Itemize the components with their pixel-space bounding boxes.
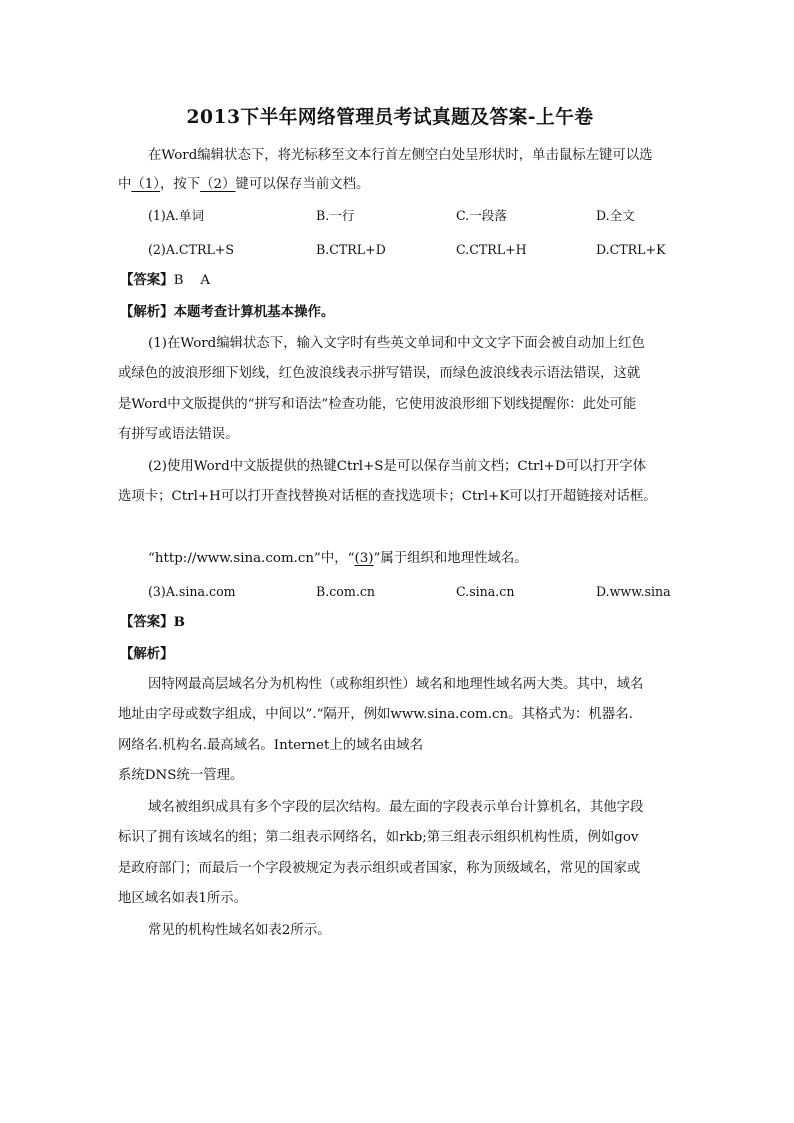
q3-option-b: B.com.cn	[316, 584, 376, 599]
q1-stem-prefix: 中	[118, 177, 132, 192]
q3-option-c: C.sina.cn	[456, 584, 515, 599]
q1-blank-1: （1）	[131, 177, 160, 192]
q3-para2-line-2: 标识了拥有该域名的组；第二组表示网络名，如rkb;第三组表示组织机构性质，例如gov	[118, 830, 639, 845]
q3-stem-prefix: “http://www.sina.com.cn”中，“	[148, 551, 355, 566]
q1-option-2a: (2)A.CTRL+S	[148, 242, 234, 257]
q1-stem-line-1: 在Word编辑状态下，将光标移至文本行首左侧空白处呈形状时，单击鼠标左键可以选	[148, 148, 653, 163]
q1-analysis-value: 本题考查计算机基本操作。	[173, 304, 335, 320]
q1-answer	[120, 270, 210, 291]
q1-option-2c: C.CTRL+H	[456, 242, 527, 257]
q1-blank-2: （2）	[200, 177, 236, 192]
q3-para2-line-1: 域名被组织成具有多个字段的层次结构。最左面的字段表示单台计算机名，其他字段	[148, 800, 644, 815]
q1-para1-line-4: 有拼写或语法错误。	[118, 427, 239, 442]
q3-para1-line-3: 网络名.机构名.最高域名。Internet上的域名由域名	[118, 738, 424, 753]
q1-para2-line-2: 选项卡；Ctrl+H可以打开查找替换对话框的查找选项卡；Ctrl+K可以打开超链接对话框。	[118, 489, 657, 504]
q3-para1-line-1: 因特网最高层域名分为机构性（或称组织性）域名和地理性域名两大类。其中，域名	[148, 677, 644, 692]
q1-analysis-heading	[120, 302, 334, 323]
q1-option-1d: D.全文	[596, 208, 635, 223]
q3-option-a: (3)A.sina.com	[148, 584, 236, 599]
q1-para1-line-3: 是Word中文版提供的“拼写和语法”检查功能，它使用波浪形细下划线提醒你：此处可能	[118, 397, 637, 412]
q1-para1-line-2: 或绿色的波浪形细下划线，红色波浪线表示拼写错误，而绿色波浪线表示语法错误，这就	[118, 366, 641, 381]
q1-option-2b: B.CTRL+D	[316, 242, 386, 257]
q3-answer	[120, 612, 185, 633]
q1-option-1b: B.一行	[316, 208, 355, 223]
q3-answer-value: B	[173, 614, 185, 630]
document-title: 2013下半年网络管理员考试真题及答案-上午卷	[186, 106, 594, 128]
q1-para1-line-1: (1)在Word编辑状态下，输入文字时有些英文单词和中文文字下面会被自动加上红色	[148, 336, 645, 351]
q3-option-d: D.www.sina	[596, 584, 671, 599]
q1-stem-suffix: 键可以保存当前文档。	[235, 177, 370, 192]
q3-para3-line-1: 常见的机构性域名如表2所示。	[148, 923, 331, 938]
q3-para1-line-2: 地址由字母或数字组成，中间以”.“隔开，例如www.sina.com.cn。其格式为：机器名.	[118, 707, 633, 722]
q1-stem-line-2	[118, 175, 369, 195]
q3-answer-label: 【答案】	[120, 614, 174, 630]
q1-para2-line-1: (2)使用Word中文版提供的热键Ctrl+S是可以保存当前文档；Ctrl+D可以打开字体	[148, 459, 646, 474]
q1-option-1a: (1)A.单词	[148, 208, 205, 223]
q3-para2-line-4: 地区域名如表1所示。	[118, 891, 248, 906]
q3-para2-line-3: 是政府部门；而最后一个字段被规定为表示组织或者国家，称为顶级域名，常见的国家或	[118, 861, 641, 876]
q3-stem-suffix: ”属于组织和地理性域名。	[373, 551, 528, 566]
q3-stem	[148, 549, 528, 569]
q1-stem-middle: ，按下	[160, 177, 201, 192]
q1-option-2d: D.CTRL+K	[596, 242, 666, 257]
q3-para1-line-4: 系统DNS统一管理。	[118, 768, 244, 783]
q1-answer-value: B A	[173, 273, 211, 288]
q1-option-1c: C.一段落	[456, 208, 507, 223]
q1-analysis-label: 【解析】	[120, 304, 174, 320]
q3-blank: (3)	[354, 551, 374, 566]
q3-analysis-label: 【解析】	[120, 646, 174, 662]
q1-answer-label: 【答案】	[120, 272, 174, 288]
